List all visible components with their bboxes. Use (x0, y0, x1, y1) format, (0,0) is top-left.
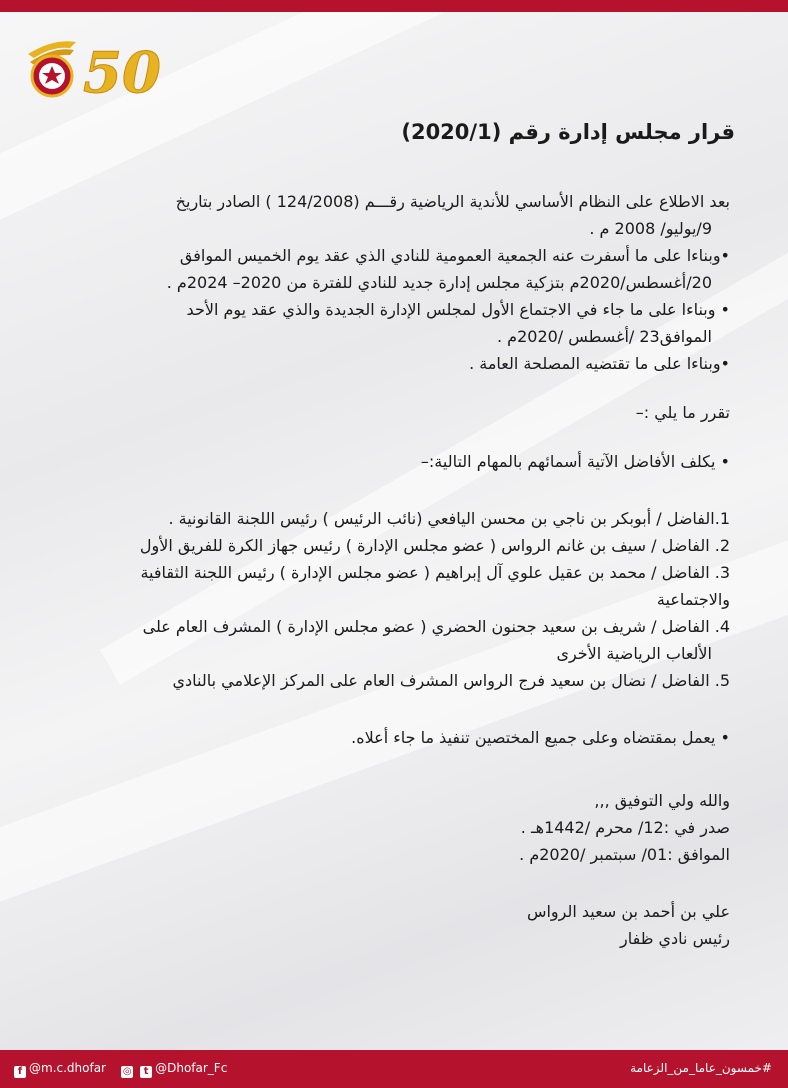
dates-line: الموافق :01/ سبتمبر /2020م . (519, 845, 730, 864)
footer-social (14, 1061, 227, 1078)
logo-number: 50 (83, 40, 161, 106)
top-accent-bar (0, 0, 788, 12)
decision-intro: تقرر ما يلي :– (635, 403, 730, 422)
preamble-line: •وبناءا على ما تقتضيه المصلحة العامة . (469, 354, 730, 373)
facebook-handle[interactable]: @m.c.dhofar (29, 1061, 106, 1075)
twitter-icon[interactable]: t (140, 1066, 152, 1078)
club-crest-icon (24, 28, 164, 108)
member-line: 5. الفاضل / نضال بن سعيد فرج الرواس المشرف العام على المركز الإعلامي بالنادي (172, 671, 730, 690)
signatory-name: علي بن أحمد بن سعيد الرواس (526, 902, 730, 921)
preamble-line: بعد الاطلاع على النظام الأساسي للأندية الرياضية رقـــم (124/2008 ) الصادر بتاريخ (175, 192, 730, 211)
member-line: 4. الفاضل / شريف بن سعيد جحنون الحضري ( عضو مجلس الإدارة ) المشرف العام على (142, 617, 730, 636)
member-line: 3. الفاضل / محمد بن عقيل علوي آل إبراهيم ( عضو مجلس الإدارة ) رئيس اللجنة الثقافية (140, 563, 730, 582)
preamble-line: 9/يوليو/ 2008 م . (589, 219, 712, 238)
preamble-line: 20/أغسطس/2020م بتزكية مجلس إدارة جديد للنادي للفترة من 2020– 2024م . (166, 273, 712, 292)
preamble-line: •وبناءا على ما أسفرت عنه الجمعية العمومية للنادي الذي عقد يوم الخميس الموافق (179, 246, 730, 265)
preamble-line: • وبناءا على ما جاء في الاجتماع الأول لمجلس الإدارة الجديدة والذي عقد يوم الأحد (186, 300, 730, 319)
member-line: 2. الفاضل / سيف بن غانم الرواس ( عضو مجلس الإدارة ) رئيس جهاز الكرة للفريق الأول (139, 536, 730, 555)
decision-document (70, 120, 735, 952)
document-title: قرار مجلس إدارة رقم (2020/1) (401, 120, 735, 144)
member-line: 1.الفاضل / أبوبكر بن ناجي بن محسن اليافعي (نائب الرئيس ) رئيس اللجنة القانونية . (168, 509, 730, 528)
signatory-role: رئيس نادي ظفار (620, 929, 730, 948)
dates-line: والله ولي التوفيق ,,, (594, 791, 730, 810)
instagram-icon[interactable]: ◎ (122, 1066, 132, 1077)
signature-block (70, 898, 730, 952)
preamble-line: الموافق23 /أغسطس /2020م . (497, 327, 712, 346)
facebook-icon[interactable]: f (14, 1066, 26, 1078)
footer-hashtag[interactable]: #خمسون_عاما_من_الزعامة (630, 1061, 772, 1075)
closing-statement: • يعمل بمقتضاه وعلى جميع المختصين تنفيذ ما جاء أعلاه. (351, 728, 730, 747)
club-logo (24, 28, 164, 108)
footer-bar (0, 1050, 788, 1088)
dates-line: صدر في :12/ محرم /1442هـ . (520, 818, 730, 837)
member-line: والاجتماعية (656, 590, 730, 609)
member-line: الألعاب الرياضية الأخرى (556, 644, 712, 663)
twitter-handle[interactable]: @Dhofar_Fc (155, 1061, 228, 1075)
assignment-intro: • يكلف الأفاضل الآتية أسمائهم بالمهام التالية:– (420, 452, 730, 471)
